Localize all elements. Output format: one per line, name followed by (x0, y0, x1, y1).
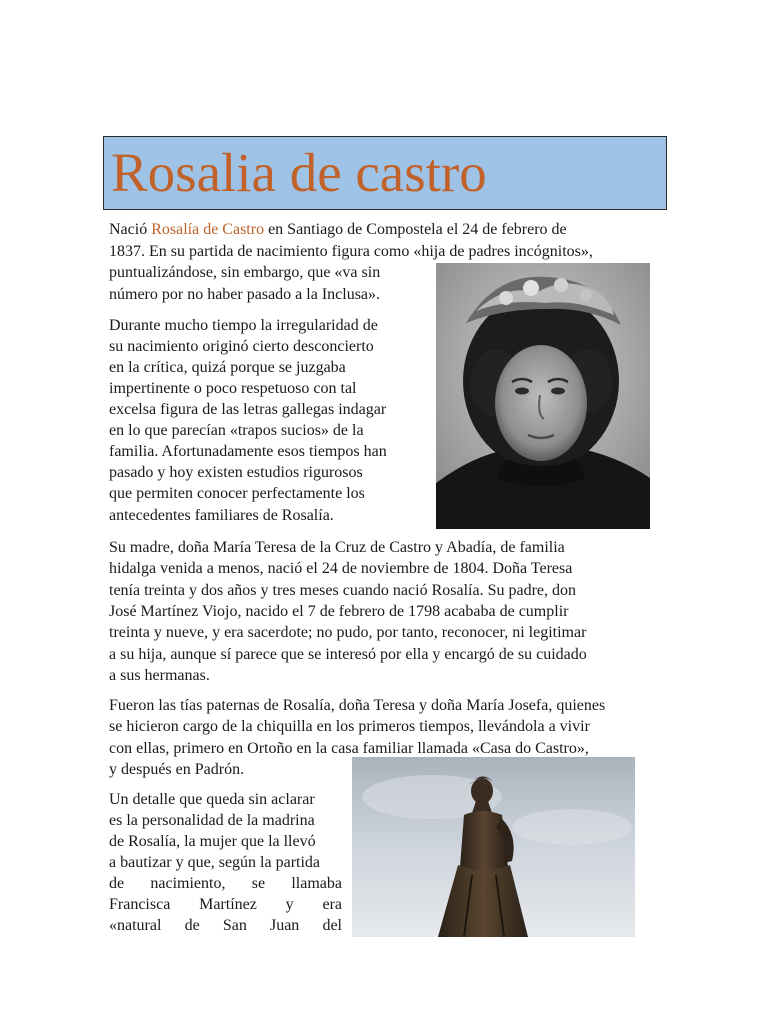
paragraph-2-line: en lo que parecían «trapos sucios» de la (109, 422, 364, 439)
statue-photo (352, 757, 635, 937)
paragraph-5-line: «natural de San Juan del (109, 917, 342, 934)
paragraph-3-line: treinta y nueve, y era sacerdote; no pudo, por tanto, reconocer, ni legitimar (109, 624, 587, 641)
paragraph-1-line-2: 1837. En su partida de nacimiento figura como «hija de padres incógnitos», (109, 243, 593, 260)
paragraph-4-line: y después en Padrón. (109, 761, 245, 778)
paragraph-3-line: tenía treinta y dos años y tres meses cuando nació Rosalía. Su padre, don (109, 582, 576, 599)
paragraph-3-line: hidalga venida a menos, nació el 24 de noviembre de 1804. Doña Teresa (109, 560, 573, 577)
paragraph-2-line: familia. Afortunadamente esos tiempos han (109, 443, 387, 460)
paragraph-2-line: en la crítica, quizá porque se juzgaba (109, 359, 346, 376)
paragraph-4-line: Fueron las tías paternas de Rosalía, doña Teresa y doña María Josefa, quienes (109, 697, 606, 714)
paragraph-4-line: se hicieron cargo de la chiquilla en los primeros tiempos, llevándola a vivir (109, 718, 590, 735)
paragraph-2-line: su nacimiento originó cierto desconcierto (109, 338, 374, 355)
paragraph-2-line: pasado y hoy existen estudios rigurosos (109, 464, 363, 481)
paragraph-4-line: con ellas, primero en Ortoño en la casa familiar llamada «Casa do Castro», (109, 740, 589, 757)
paragraph-2-line: antecedentes familiares de Rosalía. (109, 507, 334, 524)
paragraph-5-line: de nacimiento, se llamaba (109, 875, 342, 892)
paragraph-1-line-1 (109, 219, 567, 241)
paragraph-2-line: que permiten conocer perfectamente los (109, 485, 365, 502)
paragraph-1-line-4: número por no haber pasado a la Inclusa». (109, 286, 381, 303)
portrait-photo (436, 263, 650, 529)
paragraph-5-line: es la personalidad de la madrina (109, 812, 315, 829)
paragraph-3-line: a su hija, aunque sí parece que se interesó por ella y encargó de su cuidado (109, 646, 587, 663)
paragraph-5-line: Francisca Martínez y era (109, 896, 342, 913)
paragraph-3-line: a sus hermanas. (109, 667, 210, 684)
paragraph-5-line: Un detalle que queda sin aclarar (109, 791, 315, 808)
paragraph-3-line: Su madre, doña María Teresa de la Cruz de Castro y Abadía, de familia (109, 539, 565, 556)
p1-before: Nació (109, 221, 152, 238)
paragraph-1-line-3: puntualizándose, sin embargo, que «va sin (109, 264, 381, 281)
paragraph-3-line: José Martínez Viojo, nacido el 7 de febrero de 1798 acababa de cumplir (109, 603, 569, 620)
paragraph-2-line: excelsa figura de las letras gallegas indagar (109, 401, 387, 418)
paragraph-5-line: a bautizar y que, según la partida (109, 854, 321, 871)
title-box (103, 136, 667, 210)
paragraph-2-line: Durante mucho tiempo la irregularidad de (109, 317, 378, 334)
p1-line1-after: en Santiago de Compostela el 24 de febrero de (264, 221, 567, 238)
paragraph-5-line: de Rosalía, la mujer que la llevó (109, 833, 316, 850)
rosalia-name-link: Rosalía de Castro (151, 221, 265, 238)
page-title: Rosalia de castro (111, 142, 487, 203)
paragraph-2-line: impertinente o poco respetuoso con tal (109, 380, 357, 397)
